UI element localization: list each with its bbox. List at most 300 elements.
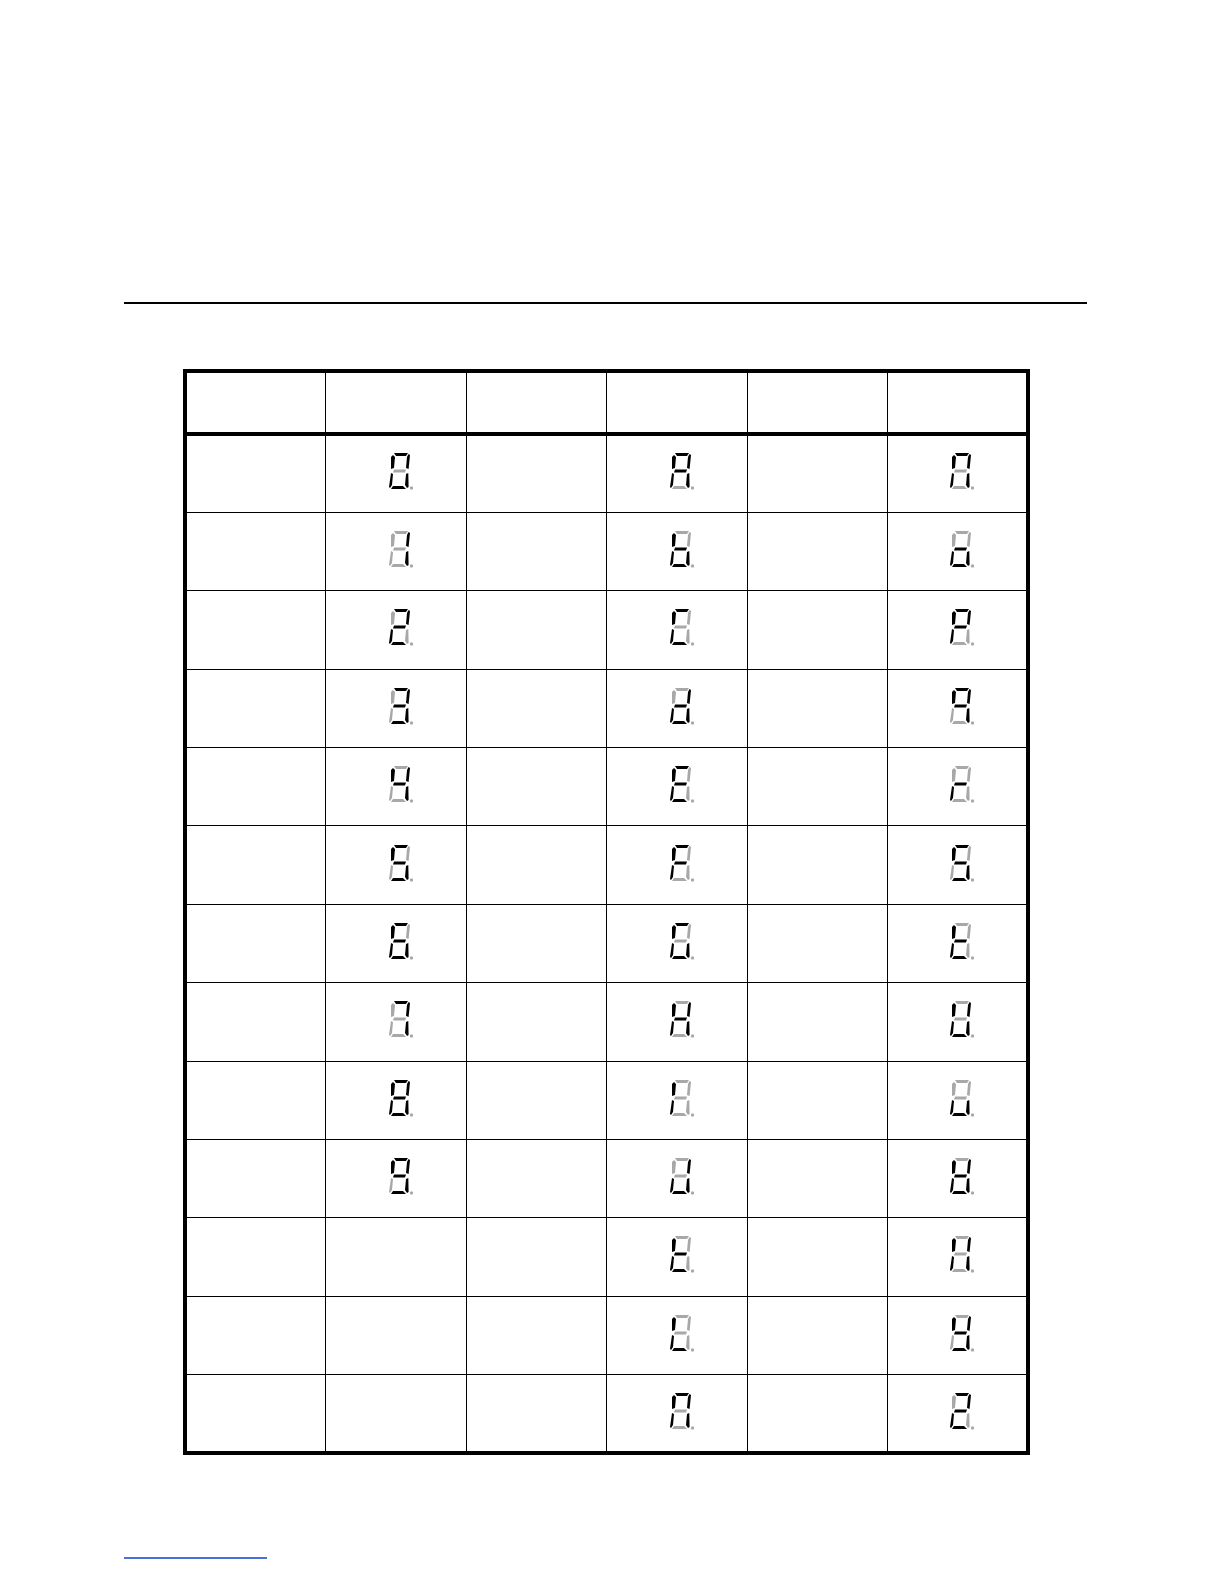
segment-a (675, 1158, 689, 1161)
row-label-cell (185, 748, 326, 826)
segment-d (672, 721, 687, 724)
letter-glyph-cell-b (888, 826, 1029, 904)
decimal-point (971, 1191, 974, 1194)
seven-segment-display (666, 762, 696, 806)
seven-segment-glyph (385, 919, 415, 963)
segment-e (670, 1178, 674, 1193)
segment-b (967, 689, 971, 704)
segment-a (955, 1236, 969, 1239)
letter-glyph-cell-a (607, 748, 748, 826)
segment-d (391, 721, 406, 724)
letter-glyph-cell-b (888, 512, 1029, 590)
segment-f (672, 611, 676, 625)
segment-f (952, 847, 956, 861)
segment-b (406, 846, 410, 861)
seven-segment-display (385, 527, 415, 571)
seven-segment-glyph (946, 1154, 976, 1198)
segment-g (674, 470, 687, 473)
seven-segment-display (385, 449, 415, 493)
segment-e (950, 786, 954, 801)
segment-a (675, 1236, 689, 1239)
row-label-cell (185, 983, 326, 1061)
row-label-cell (185, 591, 326, 669)
segment-f (952, 1317, 956, 1331)
segment-e (389, 1178, 393, 1193)
description-cell (747, 1139, 888, 1217)
seven-segment-glyph (946, 1311, 976, 1355)
segment-c (405, 865, 409, 880)
segment-e (670, 1100, 674, 1115)
segment-e (950, 1413, 954, 1428)
segment-a (955, 531, 969, 534)
segment-d (672, 486, 687, 489)
description-cell (747, 434, 888, 512)
segment-a (955, 1080, 969, 1083)
segment-d (672, 1113, 687, 1116)
segment-b (687, 1002, 691, 1017)
segment-e (950, 1178, 954, 1193)
segment-b (967, 1081, 971, 1096)
segment-d (391, 642, 406, 645)
segment-d (952, 956, 967, 959)
segment-f (952, 1082, 956, 1096)
segment-a (394, 453, 408, 456)
segment-d (672, 1191, 687, 1194)
segment-g (393, 939, 406, 942)
segment-a (955, 766, 969, 769)
segment-f (672, 1395, 676, 1409)
decimal-point (971, 643, 974, 646)
segment-d (391, 1191, 406, 1194)
segment-a (955, 845, 969, 848)
segment-b (406, 1002, 410, 1017)
digit-glyph-cell (326, 1296, 467, 1374)
segment-d (952, 721, 967, 724)
segment-b (406, 689, 410, 704)
segment-b (967, 1394, 971, 1409)
table-row (185, 826, 1028, 904)
segment-f (391, 1160, 395, 1174)
segment-f (952, 611, 956, 625)
segment-b (967, 532, 971, 547)
bottom-link-underline (124, 1557, 267, 1559)
segment-e (389, 786, 393, 801)
segment-d (672, 799, 687, 802)
seven-segment-display (946, 449, 976, 493)
decimal-point (691, 1035, 694, 1038)
seven-segment-display (666, 1076, 696, 1120)
letter-glyph-cell-b (888, 669, 1029, 747)
segment-f (952, 768, 956, 782)
seven-segment-display (666, 684, 696, 728)
segment-g (674, 1253, 687, 1256)
segment-d (391, 878, 406, 881)
seven-segment-glyph (946, 1389, 976, 1433)
segment-b (406, 610, 410, 625)
row-label-cell (185, 1061, 326, 1139)
description-cell (466, 512, 607, 590)
segment-a (675, 1001, 689, 1004)
decimal-point (971, 1035, 974, 1038)
segment-b (687, 846, 691, 861)
segment-c (686, 708, 690, 723)
segment-f (952, 925, 956, 939)
decimal-point (410, 1035, 413, 1038)
segment-b (687, 767, 691, 782)
table-row (185, 748, 1028, 826)
seven-segment-display (385, 605, 415, 649)
segment-f (672, 533, 676, 547)
segment-f (391, 1003, 395, 1017)
segment-g (393, 626, 406, 629)
segment-f (952, 455, 956, 469)
seven-segment-display (946, 762, 976, 806)
seven-segment-glyph (666, 527, 696, 571)
table-header-row (185, 371, 1028, 434)
segment-e (670, 943, 674, 958)
segment-b (406, 1159, 410, 1174)
segment-d (672, 642, 687, 645)
segment-a (955, 1393, 969, 1396)
decimal-point (971, 878, 974, 881)
segment-e (389, 943, 393, 958)
segment-a (394, 609, 408, 612)
seven-segment-glyph (946, 997, 976, 1041)
segment-g (954, 1409, 967, 1412)
description-cell (747, 904, 888, 982)
seven-segment-display (946, 1311, 976, 1355)
seven-segment-display (666, 997, 696, 1041)
decimal-point (691, 643, 694, 646)
segment-g (674, 704, 687, 707)
seven-segment-display (385, 841, 415, 885)
segment-e (950, 865, 954, 880)
digit-glyph-cell (326, 1375, 467, 1454)
seven-segment-glyph (666, 605, 696, 649)
seven-segment-glyph (946, 919, 976, 963)
seven-segment-glyph (385, 762, 415, 806)
seven-segment-display (946, 841, 976, 885)
segment-c (686, 1021, 690, 1036)
description-cell (747, 826, 888, 904)
segment-e (670, 629, 674, 644)
seven-segment-display (666, 1311, 696, 1355)
segment-d (952, 1113, 967, 1116)
seven-segment-glyph (666, 1311, 696, 1355)
letter-glyph-cell-a (607, 1061, 748, 1139)
segment-a (675, 845, 689, 848)
segment-e (950, 551, 954, 566)
decimal-point (691, 1270, 694, 1273)
seven-segment-glyph (666, 684, 696, 728)
segment-g (954, 1175, 967, 1178)
segment-e (950, 1100, 954, 1115)
segment-c (966, 943, 970, 958)
decimal-point (410, 1191, 413, 1194)
segment-d (672, 956, 687, 959)
segment-b (406, 924, 410, 939)
segment-b (967, 1316, 971, 1331)
description-cell (466, 904, 607, 982)
segment-b (967, 767, 971, 782)
segment-a (675, 453, 689, 456)
decimal-point (691, 564, 694, 567)
segment-a (394, 531, 408, 534)
segment-a (675, 766, 689, 769)
seven-segment-glyph (666, 449, 696, 493)
segment-f (391, 533, 395, 547)
digit-glyph-cell (326, 669, 467, 747)
seven-segment-display (946, 527, 976, 571)
digit-glyph-cell (326, 748, 467, 826)
description-cell (466, 669, 607, 747)
segment-c (405, 943, 409, 958)
segment-f (952, 533, 956, 547)
segment-b (967, 610, 971, 625)
segment-a (675, 1393, 689, 1396)
seven-segment-display (666, 1232, 696, 1276)
segment-f (672, 1317, 676, 1331)
table-row (185, 1375, 1028, 1454)
header-cell-4 (607, 371, 748, 434)
seven-segment-glyph (946, 1076, 976, 1120)
description-cell (747, 1218, 888, 1296)
table-row (185, 434, 1028, 512)
segment-g (674, 548, 687, 551)
seven-segment-glyph (946, 449, 976, 493)
segment-e (950, 1335, 954, 1350)
seven-segment-display (946, 1232, 976, 1276)
segment-d (672, 1348, 687, 1351)
letter-glyph-cell-b (888, 1296, 1029, 1374)
letter-glyph-cell-b (888, 591, 1029, 669)
segment-d (952, 799, 967, 802)
segment-b (967, 1237, 971, 1252)
segment-g (954, 861, 967, 864)
seven-segment-glyph (946, 762, 976, 806)
segment-c (966, 1100, 970, 1115)
segment-d (391, 564, 406, 567)
description-cell (747, 591, 888, 669)
letter-glyph-cell-a (607, 1296, 748, 1374)
row-label-cell (185, 512, 326, 590)
segment-d (952, 1348, 967, 1351)
segment-c (405, 708, 409, 723)
description-cell (466, 434, 607, 512)
decimal-point (410, 487, 413, 490)
segment-f (672, 690, 676, 704)
letter-glyph-cell-a (607, 904, 748, 982)
segment-a (394, 688, 408, 691)
description-cell (466, 591, 607, 669)
segment-e (389, 708, 393, 723)
header-cell-2 (326, 371, 467, 434)
segment-g (674, 1018, 687, 1021)
letter-glyph-cell-a (607, 591, 748, 669)
segment-a (394, 923, 408, 926)
letter-glyph-cell-a (607, 669, 748, 747)
letter-glyph-cell-b (888, 904, 1029, 982)
segment-g (674, 939, 687, 942)
table-row (185, 591, 1028, 669)
seven-segment-display (666, 841, 696, 885)
top-horizontal-rule (124, 302, 1087, 304)
decimal-point (410, 1113, 413, 1116)
segment-g (393, 861, 406, 864)
seven-segment-glyph (666, 841, 696, 885)
seven-segment-glyph (385, 997, 415, 1041)
segment-c (686, 1178, 690, 1193)
segment-e (670, 1021, 674, 1036)
table-row (185, 1218, 1028, 1296)
segment-e (670, 1335, 674, 1350)
segment-e (670, 786, 674, 801)
segment-c (686, 1335, 690, 1350)
segment-g (954, 1253, 967, 1256)
segment-c (966, 1413, 970, 1428)
segment-a (394, 766, 408, 769)
seven-segment-glyph (666, 1389, 696, 1433)
letter-glyph-cell-b (888, 983, 1029, 1061)
letter-glyph-cell-a (607, 1218, 748, 1296)
letter-glyph-cell-a (607, 434, 748, 512)
letter-glyph-cell-a (607, 826, 748, 904)
segment-f (672, 768, 676, 782)
description-cell (466, 1139, 607, 1217)
seven-segment-display (946, 1389, 976, 1433)
decimal-point (691, 1191, 694, 1194)
segment-e (389, 1021, 393, 1036)
description-cell (747, 748, 888, 826)
seven-segment-glyph (385, 527, 415, 571)
segment-f (391, 768, 395, 782)
segment-g (674, 1175, 687, 1178)
seven-segment-display (385, 1154, 415, 1198)
seven-segment-display (385, 684, 415, 728)
segment-d (672, 564, 687, 567)
segment-g (393, 1096, 406, 1099)
row-label-cell (185, 1139, 326, 1217)
decimal-point (410, 800, 413, 803)
segment-b (687, 1237, 691, 1252)
segment-g (954, 626, 967, 629)
segment-b (687, 1081, 691, 1096)
segment-c (405, 551, 409, 566)
segment-a (675, 531, 689, 534)
seven-segment-display (666, 1154, 696, 1198)
segment-c (405, 1021, 409, 1036)
row-label-cell (185, 1218, 326, 1296)
segment-d (952, 1269, 967, 1272)
description-cell (466, 983, 607, 1061)
segment-a (675, 609, 689, 612)
seven-segment-display (385, 762, 415, 806)
segment-e (389, 473, 393, 488)
segment-a (955, 1315, 969, 1318)
segment-g (954, 1096, 967, 1099)
segment-a (955, 923, 969, 926)
seven-segment-glyph (385, 841, 415, 885)
segment-g (393, 1175, 406, 1178)
segment-g (393, 783, 406, 786)
segment-c (686, 786, 690, 801)
seven-segment-glyph (666, 1076, 696, 1120)
seven-segment-glyph (666, 1232, 696, 1276)
segment-g (674, 626, 687, 629)
decimal-point (410, 643, 413, 646)
row-label-cell (185, 1296, 326, 1374)
table-row (185, 512, 1028, 590)
decimal-point (691, 721, 694, 724)
decimal-point (971, 1348, 974, 1351)
seven-segment-display (946, 997, 976, 1041)
seven-segment-glyph (946, 1232, 976, 1276)
row-label-cell (185, 434, 326, 512)
seven-segment-glyph (385, 684, 415, 728)
description-cell (747, 669, 888, 747)
header-cell-6 (888, 371, 1029, 434)
letter-glyph-cell-b (888, 434, 1029, 512)
segment-g (674, 861, 687, 864)
segment-a (675, 688, 689, 691)
decimal-point (410, 564, 413, 567)
segment-f (391, 1082, 395, 1096)
segment-f (672, 1238, 676, 1252)
segment-f (391, 847, 395, 861)
segment-g (954, 783, 967, 786)
digit-glyph-cell (326, 434, 467, 512)
segment-c (966, 1178, 970, 1193)
description-cell (466, 826, 607, 904)
decimal-point (971, 1113, 974, 1116)
segment-e (670, 865, 674, 880)
segment-e (950, 629, 954, 644)
segment-e (670, 708, 674, 723)
segment-c (686, 473, 690, 488)
segment-e (389, 629, 393, 644)
segment-b (687, 532, 691, 547)
seven-segment-display (946, 605, 976, 649)
segment-g (674, 1331, 687, 1334)
segment-e (389, 1100, 393, 1115)
seven-segment-display (666, 527, 696, 571)
segment-d (391, 956, 406, 959)
segment-f (672, 1082, 676, 1096)
segment-f (672, 847, 676, 861)
segment-a (675, 1315, 689, 1318)
segment-c (686, 551, 690, 566)
row-label-cell (185, 826, 326, 904)
segment-f (672, 1003, 676, 1017)
segment-a (955, 1001, 969, 1004)
segment-c (686, 943, 690, 958)
description-cell (466, 1218, 607, 1296)
description-cell (466, 1296, 607, 1374)
letter-glyph-cell-a (607, 512, 748, 590)
seven-segment-glyph (666, 919, 696, 963)
seven-segment-display (946, 684, 976, 728)
segment-g (393, 1018, 406, 1021)
segment-b (687, 689, 691, 704)
segment-f (391, 611, 395, 625)
segment-c (686, 865, 690, 880)
segment-c (686, 1413, 690, 1428)
segment-f (952, 690, 956, 704)
segment-c (405, 1100, 409, 1115)
decimal-point (971, 1426, 974, 1429)
segment-b (406, 454, 410, 469)
segment-d (952, 486, 967, 489)
